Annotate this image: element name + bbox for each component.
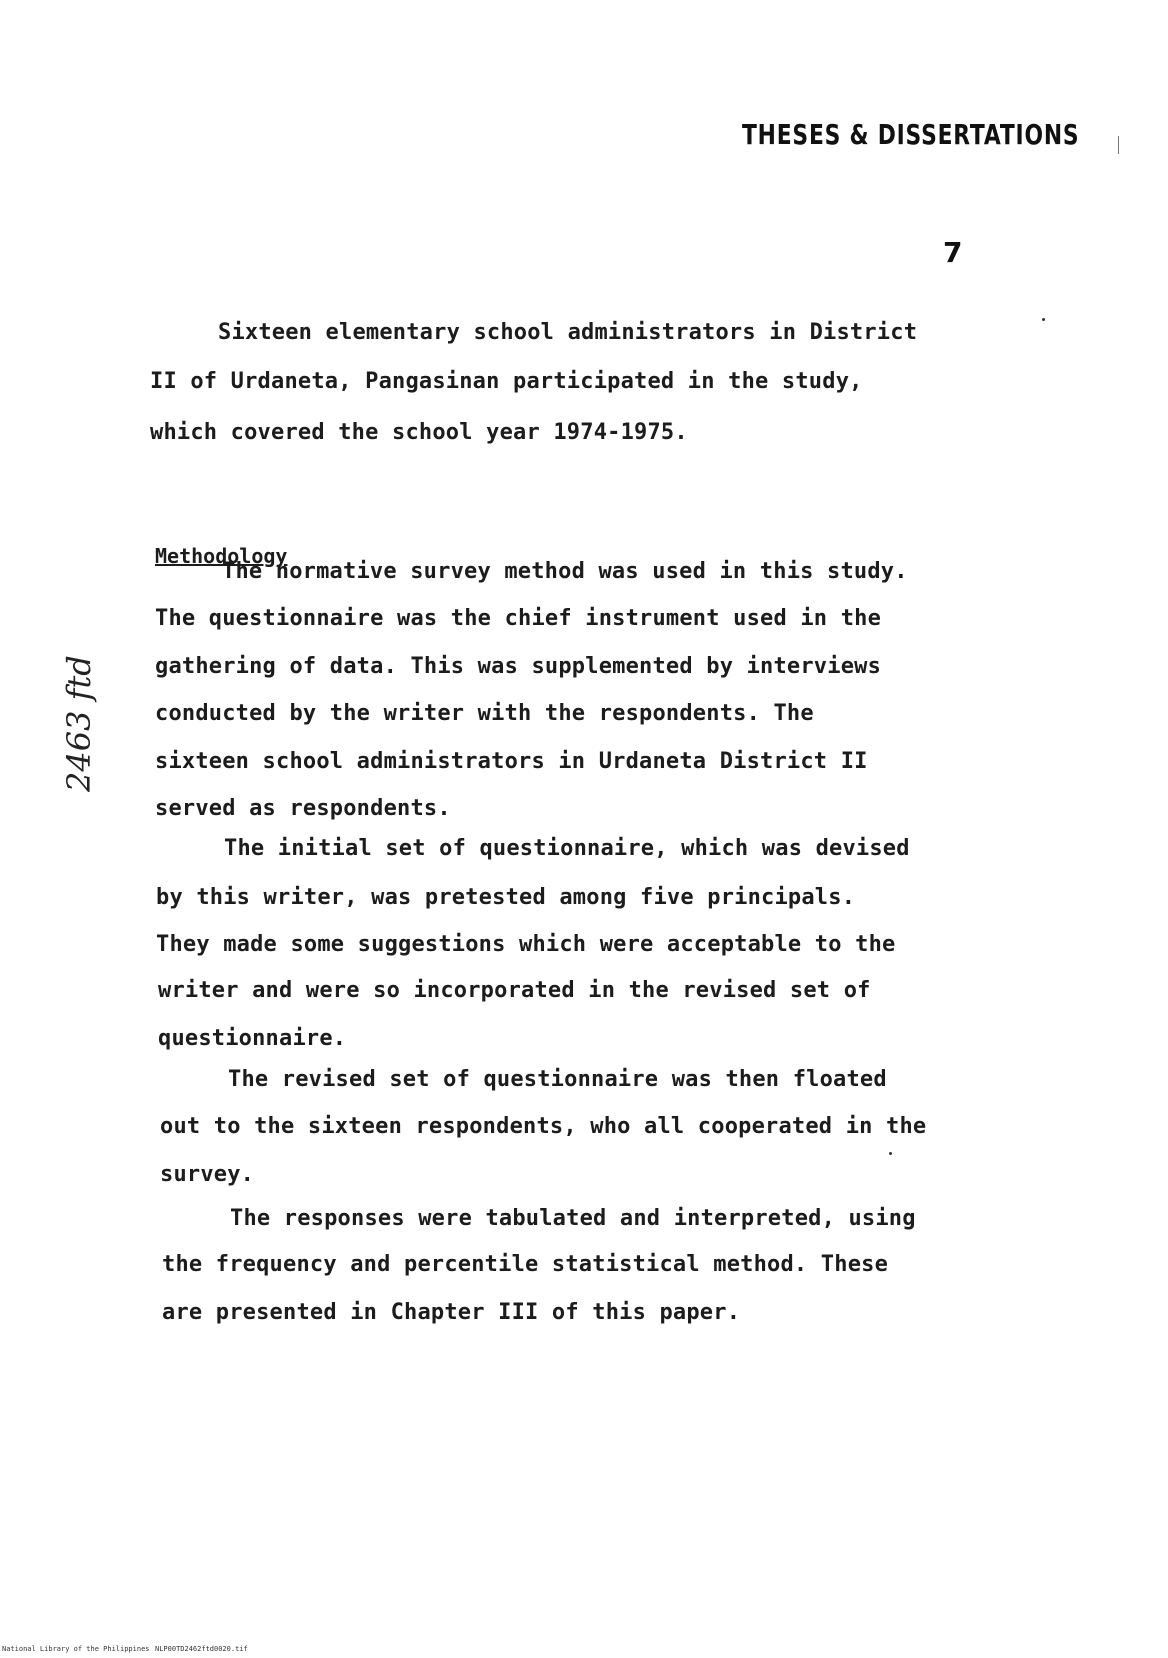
text-line: They made some suggestions which were acceptable to the [156,932,896,957]
text-line: by this writer, was pretested among five principals. [156,885,856,910]
text-line: The responses were tabulated and interpreted, using [230,1206,916,1231]
scan-speck [889,1152,892,1155]
text-line: survey. [160,1162,255,1187]
text-line: The revised set of questionnaire was then floated [228,1067,887,1092]
text-line: the frequency and percentile statistical method. These [162,1252,889,1277]
text-line: out to the sixteen respondents, who all cooperated in the [160,1114,927,1139]
text-line: are presented in Chapter III of this paper. [162,1300,741,1325]
text-line: sixteen school administrators in Urdaneta District II [155,749,868,774]
text-line: II of Urdaneta, Pangasinan participated in the study, [150,369,863,394]
text-line: writer and were so incorporated in the revised set of [158,978,871,1003]
text-line: which covered the school year 1974-1975. [150,420,688,445]
footer-filename: NLP00TD2462ftd0020.tif [155,1645,248,1653]
section-heading-methodology: Methodology [155,544,288,568]
footer-library-name: National Library of the Philippines [2,1645,150,1653]
page-number: 7 [943,236,963,269]
stamp-edge-mark [1118,136,1119,154]
handwritten-margin-note: 2463 ftd [60,655,98,792]
scan-speck [1042,318,1045,321]
text-line: served as respondents. [155,796,451,821]
text-line: questionnaire. [158,1026,347,1051]
text-line: The normative survey method was used in this study. [222,559,908,584]
text-line: gathering of data. This was supplemented by interviews [155,654,882,679]
text-line: The initial set of questionnaire, which was devised [224,836,910,861]
text-line: conducted by the writer with the respondents. The [155,701,814,726]
theses-dissertations-stamp: THESES & DISSERTATIONS [742,118,1080,151]
text-line: The questionnaire was the chief instrument used in the [155,606,882,631]
text-line: Sixteen elementary school administrators in District [218,320,918,345]
